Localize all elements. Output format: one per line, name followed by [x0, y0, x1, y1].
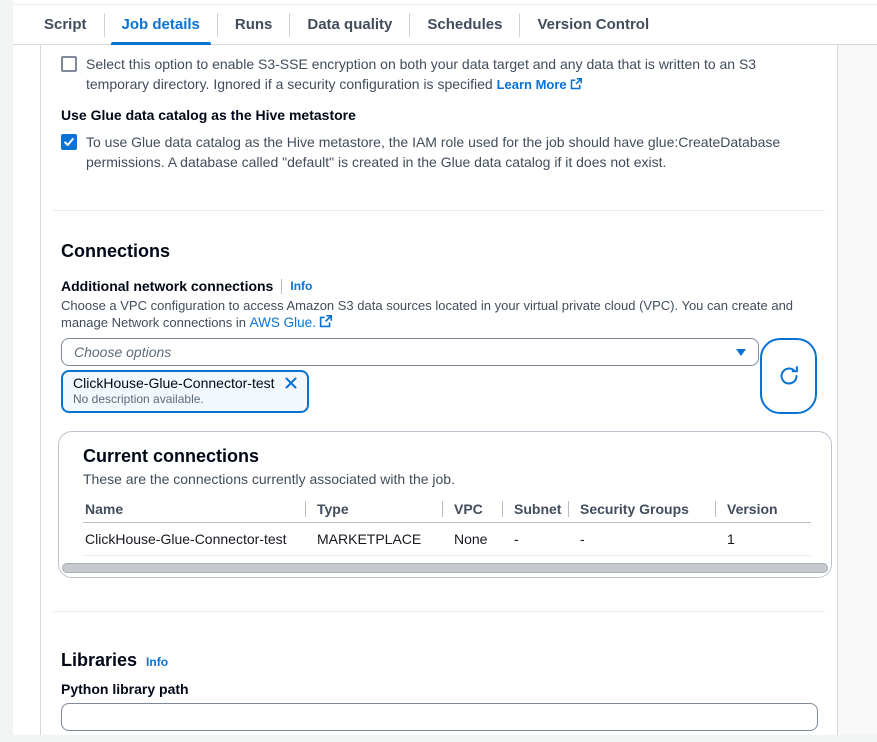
s3-sse-encryption-row — [61, 54, 817, 95]
section-divider — [53, 611, 825, 612]
connection-token-description: No description available. — [73, 392, 204, 406]
tab-script[interactable]: Script — [44, 16, 87, 33]
tab-data-quality[interactable]: Data quality — [307, 16, 393, 33]
cell-security-groups: - — [580, 531, 585, 547]
section-divider — [53, 210, 825, 211]
tab-version-control[interactable]: Version Control — [537, 16, 650, 33]
cell-version: 1 — [727, 531, 735, 547]
additional-connections-label: Additional network connections — [61, 278, 274, 294]
cell-vpc: None — [454, 531, 488, 547]
connections-heading: Connections — [61, 241, 171, 261]
aws-glue-link[interactable]: AWS Glue. — [250, 315, 332, 330]
python-library-path-label: Python library path — [61, 681, 189, 697]
connections-select[interactable] — [61, 338, 759, 366]
hive-metastore-heading: Use Glue data catalog as the Hive metastore — [61, 107, 356, 123]
column-header-subnet: Subnet — [502, 496, 568, 522]
external-link-icon — [319, 315, 332, 328]
python-library-path-input[interactable] — [61, 703, 818, 731]
job-details-panel — [40, 45, 838, 735]
additional-connections-description: Choose a VPC configuration to access Amazon S3 data sources located in your virtual private cloud (VPC). You can create and manage Network connections in AWS Glue. — [61, 298, 794, 330]
learn-more-link[interactable]: Learn More — [497, 77, 582, 92]
table-row — [83, 523, 811, 556]
current-connections-table — [83, 496, 811, 556]
remove-token-button[interactable] — [284, 376, 298, 390]
label-divider — [281, 279, 282, 294]
connections-select-placeholder: Choose options — [74, 344, 172, 360]
current-connections-card — [58, 431, 832, 578]
column-header-security-groups: Security Groups — [568, 496, 715, 522]
refresh-connections-button[interactable] — [760, 338, 817, 414]
connection-token-name: ClickHouse-Glue-Connector-test — [73, 375, 275, 391]
current-connections-description: These are the connections currently associated with the job. — [83, 471, 455, 487]
hive-metastore-row — [61, 132, 817, 172]
connection-token — [61, 370, 309, 413]
cell-subnet: - — [514, 531, 519, 547]
hive-metastore-label: To use Glue data catalog as the Hive metastore, the IAM role used for the job should have glue:CreateDatabase permissions. A database called "default" is created in the Glue data catalog if it does not exist. — [86, 134, 781, 170]
checkmark-icon — [63, 136, 75, 148]
chevron-down-icon — [736, 349, 746, 356]
current-connections-heading: Current connections — [83, 446, 260, 466]
tab-schedules[interactable]: Schedules — [427, 16, 503, 33]
connections-select-area — [61, 338, 817, 413]
refresh-icon — [777, 364, 801, 388]
cell-name: ClickHouse-Glue-Connector-test — [85, 531, 287, 547]
close-icon — [284, 376, 298, 390]
table-header-row — [83, 496, 811, 523]
page-left-gutter — [0, 0, 13, 742]
s3-sse-encryption-checkbox[interactable] — [61, 56, 77, 72]
horizontal-scrollbar[interactable] — [62, 563, 828, 573]
external-link-icon — [570, 78, 582, 90]
hive-metastore-checkbox[interactable] — [61, 134, 77, 150]
connections-info-link[interactable]: Info — [290, 279, 313, 293]
page-right-gutter — [838, 45, 877, 735]
column-header-type: Type — [305, 496, 442, 522]
libraries-heading: Libraries — [61, 650, 138, 670]
column-header-vpc: VPC — [442, 496, 502, 522]
cell-type: MARKETPLACE — [317, 531, 422, 547]
s3-sse-encryption-label: Select this option to enable S3-SSE encryption on both your data target and any data that is written to an S3 temporary directory. Ignored if a security configuration is specified Learn More — [86, 56, 757, 92]
tab-runs[interactable]: Runs — [234, 16, 273, 33]
additional-connections-label-row — [61, 278, 817, 294]
page-bottom-gutter — [0, 735, 877, 742]
column-header-version: Version — [715, 496, 811, 522]
libraries-info-link[interactable]: Info — [146, 655, 169, 669]
column-header-name: Name — [85, 501, 124, 517]
tab-job-details[interactable]: Job details — [105, 5, 217, 44]
job-tabs — [13, 4, 877, 45]
libraries-heading-row — [61, 650, 817, 671]
